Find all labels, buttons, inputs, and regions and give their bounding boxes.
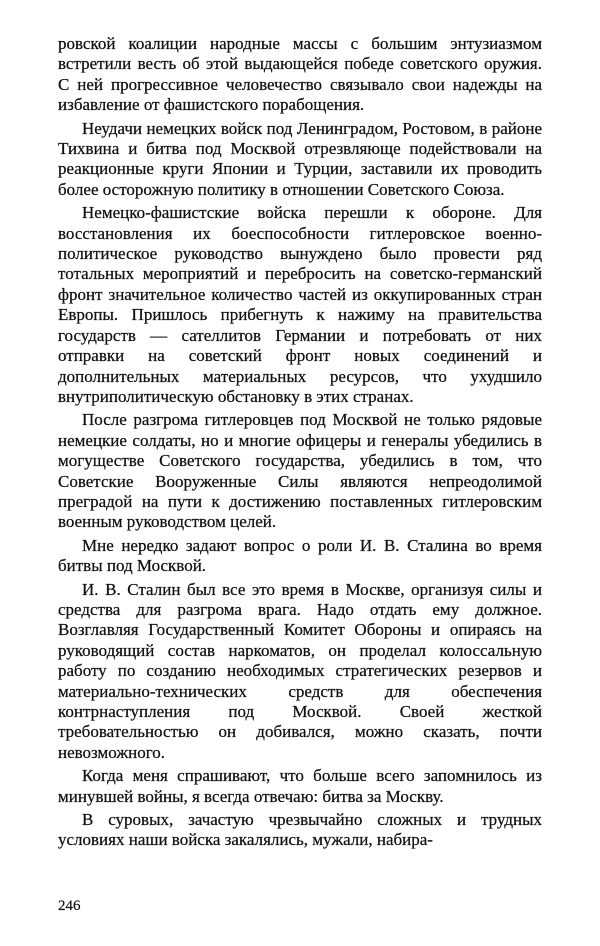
paragraph: Мне нередко задают вопрос о роли И. В. Сталина во время битвы под Москвой. xyxy=(58,535,542,576)
paragraph: Немецко-фашистские войска перешли к обороне. Для восстановления их боеспособности гитлеровское военно-политическое руководство вынуждено было провести ряд тотальных мероприятий и перебросить на советско-германский фронт значительное количество частей из оккупированных стран Европы. Пришлось прибегнуть к нажиму на правительства государств — сателлитов Германии и потребовать от них отправки на советский фронт новых соединений и дополнительных материальных ресурсов, что ухудшило внутриполитическую обстановку в этих странах. xyxy=(58,203,542,406)
book-page-text xyxy=(58,34,542,854)
paragraph: В суровых, зачастую чрезвычайно сложных и трудных условиях наши войска закалялись, мужали, набира- xyxy=(58,810,542,850)
paragraph: Неудачи немецких войск под Ленинградом, Ростовом, в районе Тихвина и битва под Москвой отрезвляюще подействовали на реакционные круги Японии и Турции, заставили их проводить более осторожную политику в отношении Советского Союза. xyxy=(58,118,542,199)
paragraph: Когда меня спрашивают, что больше всего запомнилось из минувшей войны, я всегда отвечаю: битва за Москву. xyxy=(58,766,542,806)
paragraph: После разгрома гитлеровцев под Москвой не только рядовые немецкие солдаты, но и многие офицеры и генералы убедились в могуществе Советского государства, убедились в том, что Советские Вооруженные Силы являются непреодолимой преградой на пути к достижению поставленных гитлеровским военным руководством целей. xyxy=(58,410,542,532)
page-number: 246 xyxy=(58,898,81,914)
paragraph-continuation: ровской коалиции народные массы с большим энтузиазмом встретили весть об этой выдающейся победе советского оружия. С ней прогрессивное человечество связывало свои надежды на избавление от фашистского порабощения. xyxy=(58,34,542,115)
paragraph: И. В. Сталин был все это время в Москве, организуя силы и средства для разгрома врага. Надо отдать ему должное. Возглавляя Государственный Комитет Обороны и опираясь на руководящий состав наркоматов, он проделал колоссальную работу по созданию необходимых стратегических резервов и материально-технических средств для обеспечения контрнаступления под Москвой. Своей жесткой требовательностью он добивался, можно сказать, почти невозможного. xyxy=(58,579,542,762)
